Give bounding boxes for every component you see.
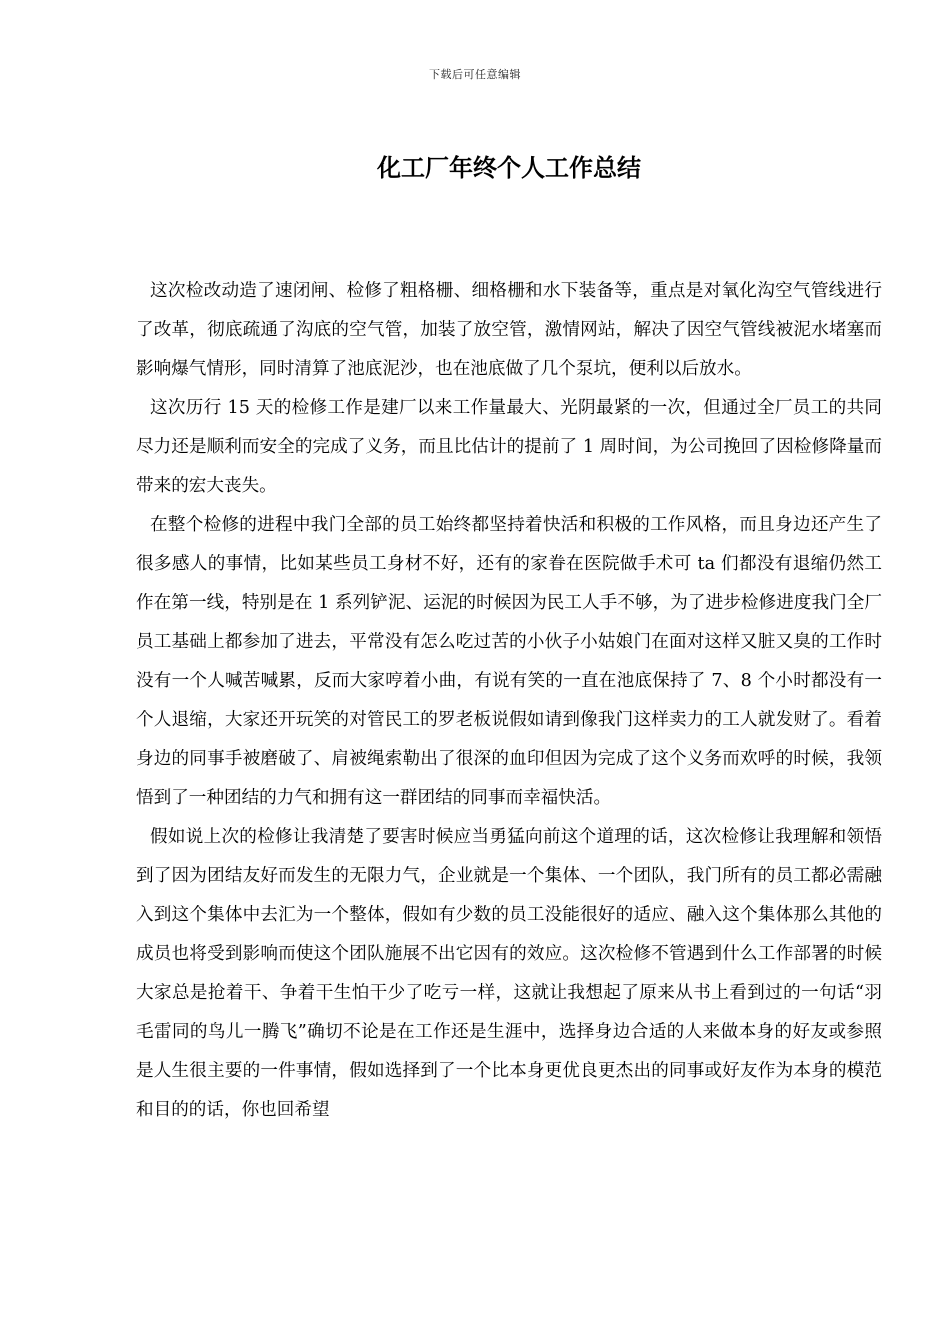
body-paragraph: 假如说上次的检修让我清楚了要害时候应当勇猛向前这个道理的话，这次检修让我理解和领悟到了因为团结友好而发生的无限力气，企业就是一个集体、一个团队，我门所有的员工都必需融入到这个集体中去汇为一个整体，假如有少数的员工没能很好的适应、融入这个集体那么其他的成员也将受到影响而使这个团队施展不出它因有的效应。这次检修不管遇到什么工作部署的时候大家总是抢着干、争着干生怕干少了吃亏一样，这就让我想起了原来从书上看到过的一句话“羽毛雷同的鸟儿一腾飞”确切不论是在工作还是生涯中，选择身边合适的人来做本身的好友或参照是人生很主要的一件事情，假如选择到了一个比本身更优良更杰出的同事或好友作为本身的模范和目的的话，你也回希望 (136, 827, 882, 1120)
document-body (136, 272, 882, 1130)
document-title: 化工厂年终个人工作总结 (377, 154, 641, 182)
body-paragraph: 这次历行 15 天的检修工作是建厂以来工作量最大、光阴最紧的一次，但通过全厂员工的共同尽力还是顺利而安全的完成了义务，而且比估计的提前了 1 周时间，为公司挽回了因检修降量而带来的宏大丧失。 (136, 398, 882, 496)
body-paragraph: 这次检改动造了速闭闸、检修了粗格栅、细格栅和水下装备等，重点是对氧化沟空气管线进行了改革，彻底疏通了沟底的空气管，加装了放空管，激情网站，解决了因空气管线被泥水堵塞而影响爆气情形，同时清算了池底泥沙，也在池底做了几个泵坑，便利以后放水。 (136, 281, 882, 379)
header-note: 下载后可任意编辑 (429, 68, 521, 81)
body-paragraph: 在整个检修的进程中我门全部的员工始终都坚持着快活和积极的工作风格，而且身边还产生了很多感人的事情，比如某些员工身材不好，还有的家眷在医院做手术可 ta 们都没有退缩仍然工作在第一线，特别是在 1 系列铲泥、运泥的时候因为民工人手不够，为了进步检修进度我门全厂员工基础上都参加了进去，平常没有怎么吃过苦的小伙子小姑娘门在面对这样又脏又臭的工作时没有一个人喊苦喊累，反而大家哼着小曲，有说有笑的一直在池底保持了 7、8 个小时都没有一个人退缩，大家还开玩笑的对管民工的罗老板说假如请到像我门这样卖力的工人就发财了。看着身边的同事手被磨破了、肩被绳索勒出了很深的血印但因为完成了这个义务而欢呼的时候，我领悟到了一种团结的力气和拥有这一群团结的同事而幸福快活。 (136, 515, 882, 808)
